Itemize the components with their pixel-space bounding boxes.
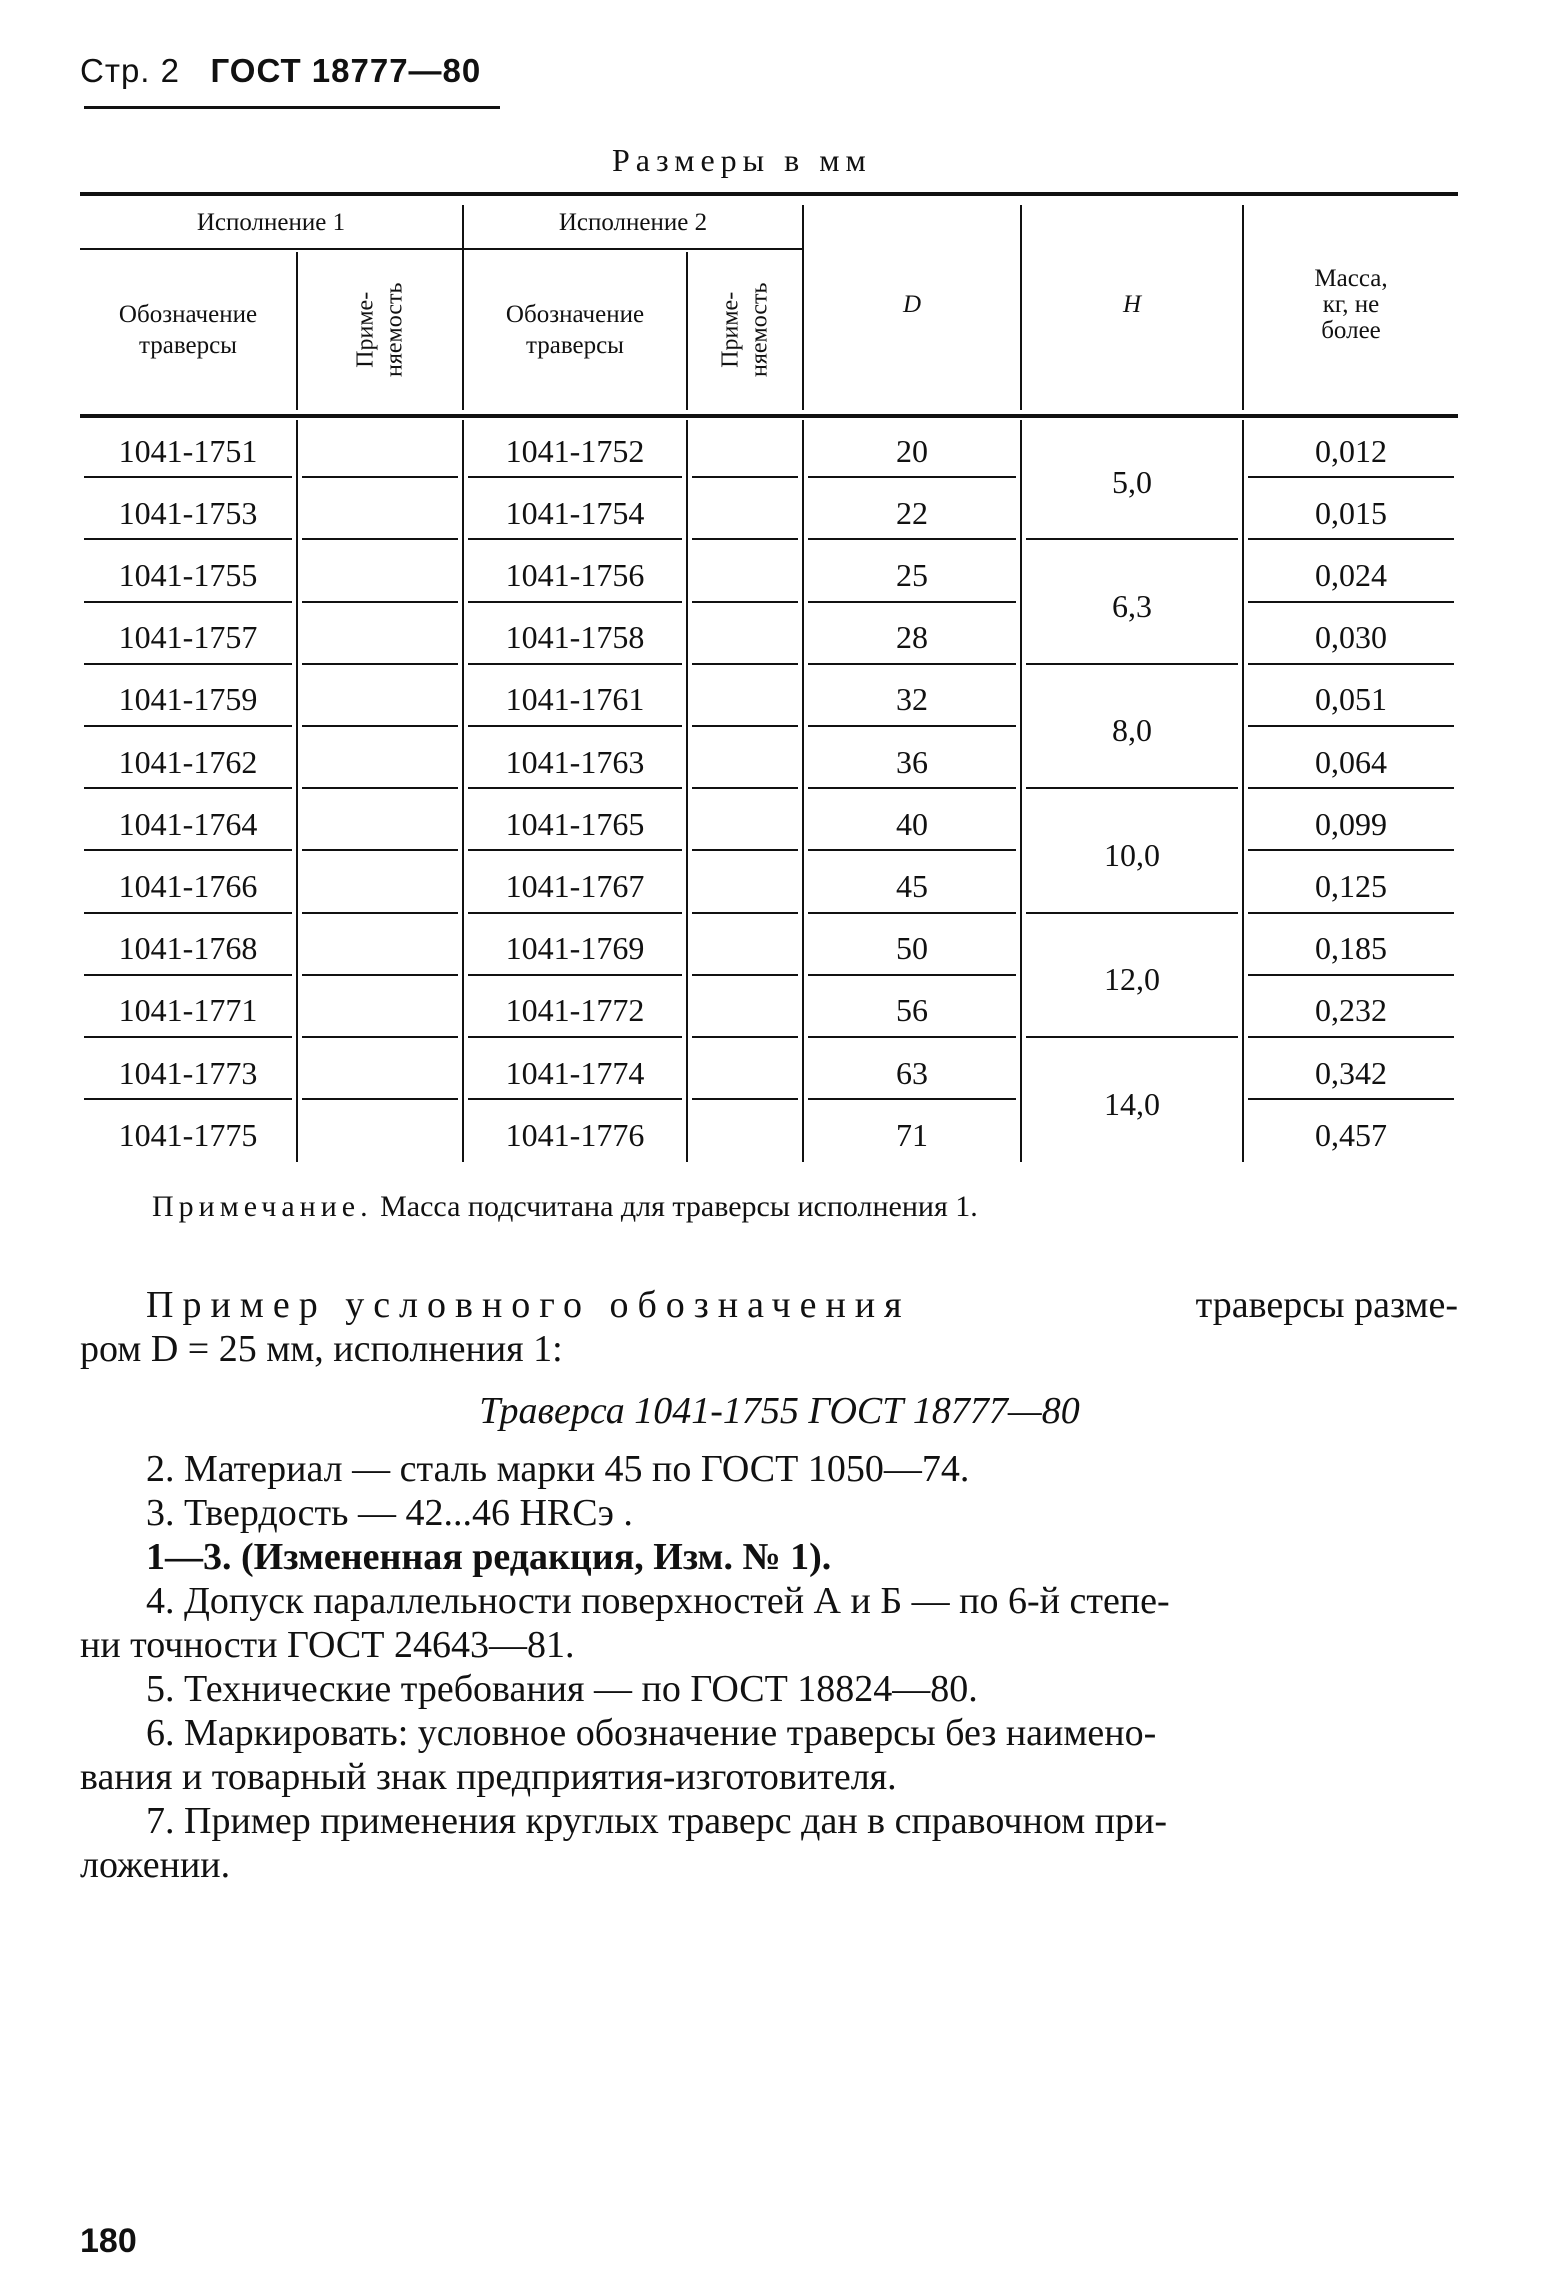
table-row-rule (692, 725, 798, 727)
table-row-rule (302, 1036, 458, 1038)
table-row-rule (84, 849, 292, 851)
table-row-rule (468, 1098, 682, 1100)
table-row-rule (692, 787, 798, 789)
example-line-1-b: траверсы разме- (1195, 1284, 1458, 1326)
table-row-rule (84, 974, 292, 976)
table-cell-designation-1: 1041-1771 (118, 992, 258, 1029)
table-cell-mass: 0,051 (1315, 681, 1387, 718)
table-cell-designation-2: 1041-1758 (505, 619, 645, 656)
table-row-rule (1248, 725, 1454, 727)
table-cell-D: 36 (896, 743, 928, 780)
table-cell-mass: 0,012 (1315, 432, 1387, 469)
table-cell-H: 14,0 (1104, 1085, 1160, 1122)
table-row-rule (302, 476, 458, 478)
table-cell-D: 32 (896, 681, 928, 718)
table-cell-mass: 0,099 (1315, 805, 1387, 842)
item-7-b: ложении. (80, 1844, 231, 1886)
table-body-vline (686, 420, 688, 1162)
table-cell-D: 63 (896, 1054, 928, 1091)
item-4-a: 4. Допуск параллельности поверхностей А и Б — по 6-й степе- (146, 1580, 1170, 1622)
table-row-rule (1248, 787, 1454, 789)
table-row-rule (692, 601, 798, 603)
table-row-rule (692, 1036, 798, 1038)
table-cell-designation-2: 1041-1756 (505, 556, 645, 593)
col-designation-2-label: Обозначение траверсы (505, 300, 645, 359)
table-row-rule (1248, 1036, 1454, 1038)
standard-number: ГОСТ 18777—80 (210, 52, 482, 89)
table-row-rule (1248, 538, 1454, 540)
table-cell-D: 56 (896, 992, 928, 1029)
table-H-rule (1026, 912, 1238, 914)
table-cell-mass: 0,024 (1315, 556, 1387, 593)
table-row-rule (302, 974, 458, 976)
table-row-rule (302, 538, 458, 540)
table-cell-designation-2: 1041-1774 (505, 1054, 645, 1091)
table-cell-designation-2: 1041-1772 (505, 992, 645, 1029)
table-cell-designation-1: 1041-1764 (118, 805, 258, 842)
table-row-rule (1248, 1098, 1454, 1100)
table-row-rule (84, 725, 292, 727)
page-number: 180 (80, 2222, 137, 2260)
example-line-2: ром D = 25 мм, исполнения 1: (80, 1328, 563, 1370)
table-cell-designation-1: 1041-1775 (118, 1116, 258, 1153)
units-caption: Размеры в мм (612, 142, 872, 178)
table-cell-mass: 0,030 (1315, 619, 1387, 656)
note-text: Масса подсчитана для траверсы исполнения 1. (380, 1190, 978, 1223)
table-cell-designation-1: 1041-1757 (118, 619, 258, 656)
item-6-a: 6. Маркировать: условное обозначение траверсы без наимено- (146, 1712, 1157, 1754)
col-applicability-1-label: Приме- няемость (352, 282, 407, 378)
group2-header: Исполнение 2 (558, 209, 708, 237)
table-row-rule (1248, 912, 1454, 914)
table-row-rule (1248, 849, 1454, 851)
table-row-rule (808, 601, 1016, 603)
table-row-rule (808, 912, 1016, 914)
table-cell-mass: 0,015 (1315, 494, 1387, 531)
table-row-rule (808, 1036, 1016, 1038)
table-row-rule (84, 476, 292, 478)
table-row-rule (692, 849, 798, 851)
table-cell-designation-2: 1041-1767 (505, 867, 645, 904)
table-row-rule (692, 476, 798, 478)
table-cell-designation-2: 1041-1763 (505, 743, 645, 780)
col-H-header: H (1122, 291, 1142, 319)
note-label: Примечание. (152, 1190, 373, 1223)
table-cell-designation-2: 1041-1752 (505, 432, 645, 469)
table-cell-designation-1: 1041-1759 (118, 681, 258, 718)
table-cell-mass: 0,232 (1315, 992, 1387, 1029)
table-cell-D: 20 (896, 432, 928, 469)
table-row-rule (84, 538, 292, 540)
col-applicability-2-label: Приме- няемость (717, 282, 772, 378)
table-cell-designation-2: 1041-1761 (505, 681, 645, 718)
table-row-rule (692, 974, 798, 976)
table-cell-mass: 0,185 (1315, 930, 1387, 967)
table-cell-mass: 0,064 (1315, 743, 1387, 780)
col-designation-1 (80, 250, 296, 410)
item-6-b: вания и товарный знак предприятия-изготовителя. (80, 1756, 897, 1798)
table-cell-designation-1: 1041-1768 (118, 930, 258, 967)
table-cell-mass: 0,457 (1315, 1116, 1387, 1153)
table-cell-designation-2: 1041-1754 (505, 494, 645, 531)
table-row-rule (302, 663, 458, 665)
table-row-rule (84, 663, 292, 665)
table-row-rule (692, 663, 798, 665)
table-cell-D: 50 (896, 930, 928, 967)
table-row-rule (468, 849, 682, 851)
table-row-rule (1248, 601, 1454, 603)
example-line-1-a: Пример условного обозначения (146, 1284, 911, 1326)
table-cell-H: 5,0 (1112, 463, 1152, 500)
table-row-rule (808, 1098, 1016, 1100)
table-cell-D: 71 (896, 1116, 928, 1153)
table-H-rule (1026, 538, 1238, 540)
table-row-rule (302, 912, 458, 914)
item-5: 5. Технические требования — по ГОСТ 18824—80. (146, 1668, 978, 1710)
table-row-rule (468, 538, 682, 540)
table-row-rule (302, 787, 458, 789)
table-H-rule (1026, 787, 1238, 789)
table-H-rule (1026, 663, 1238, 665)
table-cell-designation-1: 1041-1762 (118, 743, 258, 780)
table-cell-D: 22 (896, 494, 928, 531)
table-row-rule (1248, 476, 1454, 478)
table-top-rule (80, 192, 1458, 196)
item-2: 2. Материал — сталь марки 45 по ГОСТ 1050—74. (146, 1448, 970, 1490)
table-row-rule (692, 538, 798, 540)
table-cell-designation-2: 1041-1776 (505, 1116, 645, 1153)
table-row-rule (468, 601, 682, 603)
table-row-rule (808, 538, 1016, 540)
table-row-rule (302, 849, 458, 851)
table-row-rule (468, 476, 682, 478)
table-body-vline (296, 420, 298, 1162)
table-row-rule (692, 1098, 798, 1100)
table-cell-mass: 0,125 (1315, 867, 1387, 904)
table-row-rule (808, 787, 1016, 789)
table-cell-D: 28 (896, 619, 928, 656)
table-cell-designation-1: 1041-1766 (118, 867, 258, 904)
table-note (152, 1190, 978, 1224)
item-1-3-revision: 1—3. (Измененная редакция, Изм. № 1). (146, 1536, 832, 1578)
table-row-rule (468, 912, 682, 914)
table-row-rule (692, 912, 798, 914)
table-cell-D: 45 (896, 867, 928, 904)
example-designation: Траверса 1041-1755 ГОСТ 18777—80 (479, 1390, 1080, 1432)
group1-header: Исполнение 1 (196, 209, 346, 237)
table-cell-designation-2: 1041-1769 (505, 930, 645, 967)
table-row-rule (808, 849, 1016, 851)
table-H-rule (1026, 1036, 1238, 1038)
example-line-1 (146, 1284, 1458, 1326)
item-3: 3. Твердость — 42...46 HRCэ . (146, 1492, 633, 1534)
table-row-rule (302, 725, 458, 727)
table-row-rule (302, 1098, 458, 1100)
col-applicability-2 (688, 250, 802, 410)
table-row-rule (808, 663, 1016, 665)
table-row-rule (84, 601, 292, 603)
table-row-rule (808, 476, 1016, 478)
table-cell-H: 6,3 (1112, 588, 1152, 625)
table-cell-designation-1: 1041-1753 (118, 494, 258, 531)
table-row-rule (468, 974, 682, 976)
table-cell-D: 40 (896, 805, 928, 842)
table-row-rule (84, 912, 292, 914)
table-row-rule (84, 787, 292, 789)
table-cell-designation-1: 1041-1751 (118, 432, 258, 469)
item-7-a: 7. Пример применения круглых траверс дан в справочном при- (146, 1800, 1167, 1842)
col-mass-header: Масса, кг, не более (1314, 264, 1388, 345)
page-label: Стр. 2 (80, 52, 180, 89)
table-cell-designation-1: 1041-1755 (118, 556, 258, 593)
table-cell-designation-2: 1041-1765 (505, 805, 645, 842)
table-row-rule (808, 974, 1016, 976)
col-designation-2 (464, 250, 686, 410)
table-cell-H: 12,0 (1104, 961, 1160, 998)
col-applicability-1 (298, 250, 462, 410)
table-row-rule (468, 787, 682, 789)
table-row-rule (468, 725, 682, 727)
table-cell-H: 10,0 (1104, 836, 1160, 873)
table-row-rule (808, 725, 1016, 727)
table-cell-D: 25 (896, 556, 928, 593)
header-bottom-rule (80, 414, 1458, 418)
table-cell-mass: 0,342 (1315, 1054, 1387, 1091)
table-cell-designation-1: 1041-1773 (118, 1054, 258, 1091)
col-D-header: D (902, 291, 922, 319)
table-row-rule (1248, 974, 1454, 976)
table-row-rule (84, 1036, 292, 1038)
table-row-rule (1248, 663, 1454, 665)
table-row-rule (468, 1036, 682, 1038)
table-cell-H: 8,0 (1112, 712, 1152, 749)
table-row-rule (84, 1098, 292, 1100)
item-4-b: ни точности ГОСТ 24643—81. (80, 1624, 575, 1666)
table-row-rule (302, 601, 458, 603)
col-designation-1-label: Обозначение траверсы (118, 300, 258, 359)
table-row-rule (468, 663, 682, 665)
